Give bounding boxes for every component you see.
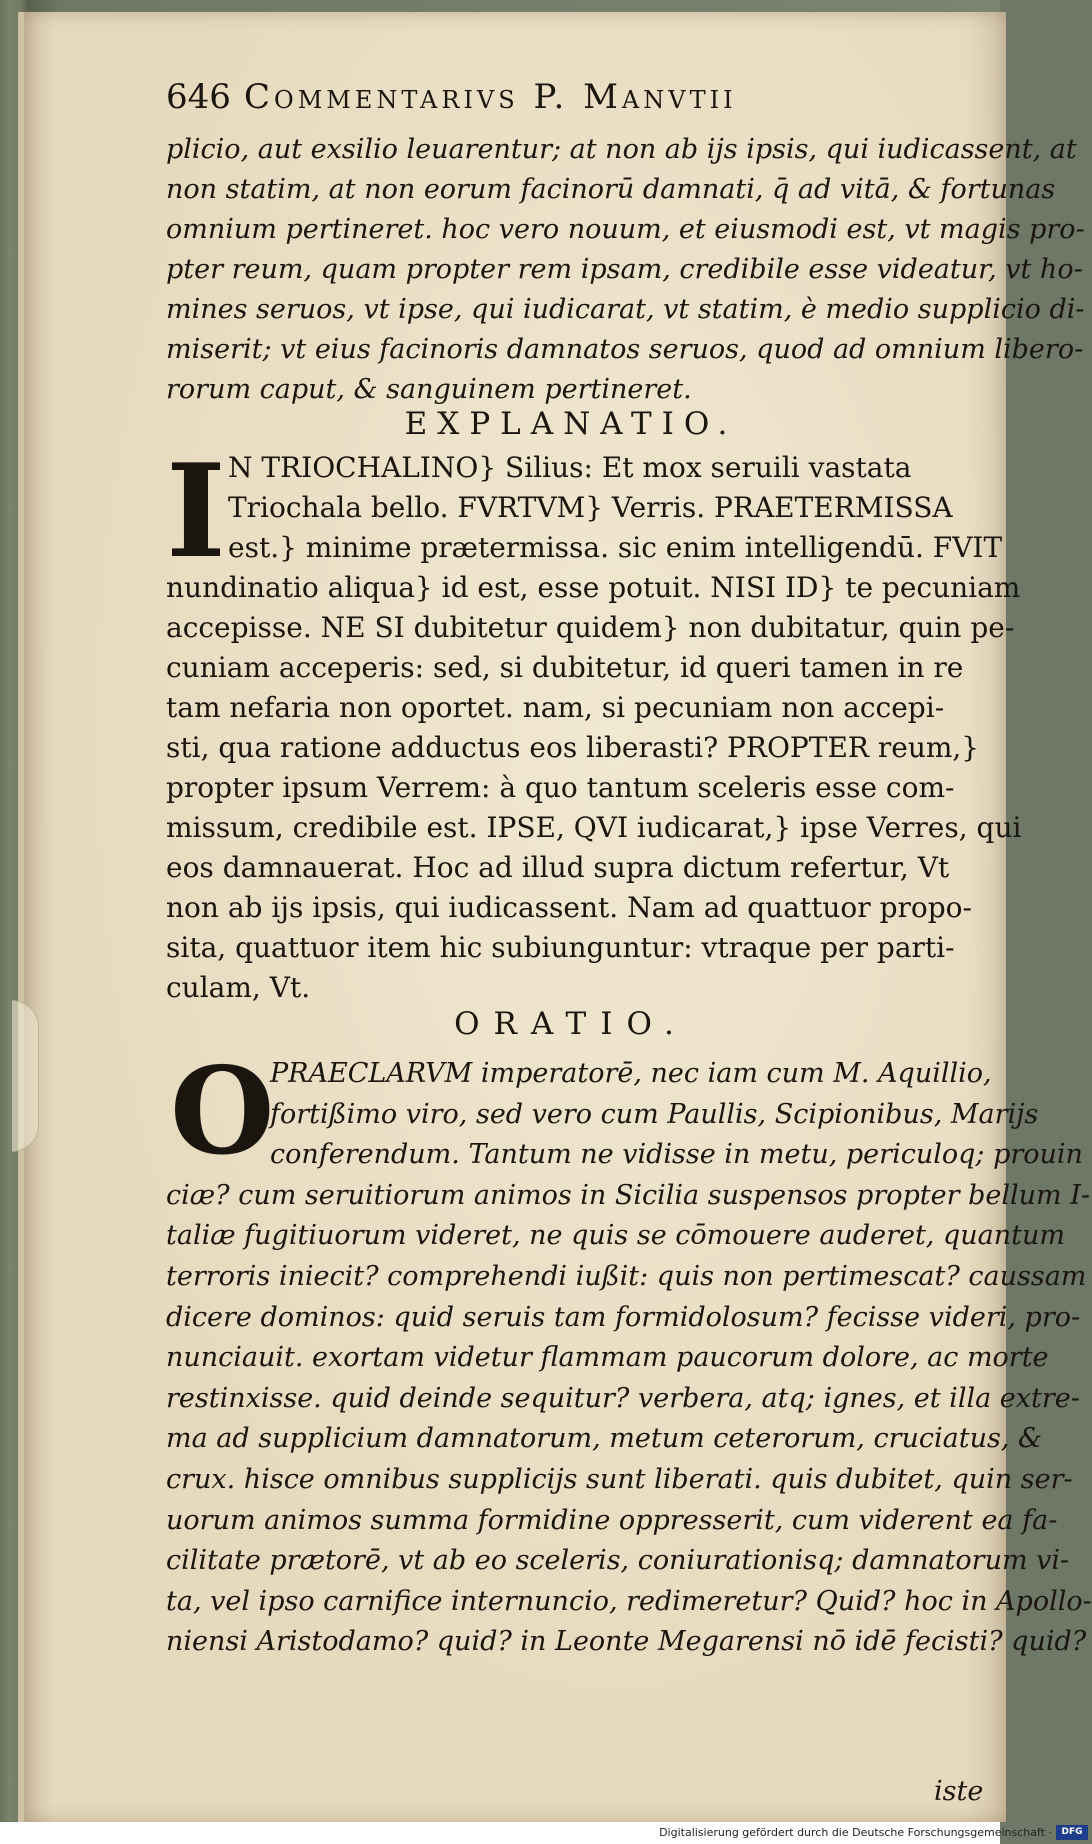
text-line: restinxisse. quid deinde sequitur? verbera, atq; ignes, et illa extre- bbox=[166, 1382, 1080, 1414]
text-line: ta, vel ipso carnifice internuncio, redimeretur? Quid? hoc in Apollo- bbox=[166, 1585, 1092, 1617]
page-header bbox=[166, 72, 976, 122]
text-line: dicere dominos: quid seruis tam formidolosum? fecisse videri, pro- bbox=[166, 1301, 1081, 1333]
text-line: tam nefaria non oportet. nam, si pecuniam non accepi- bbox=[166, 691, 945, 724]
text-line: PRAECLARVM imperatorē, nec iam cum M. Aquillio, bbox=[270, 1058, 992, 1089]
text-line: uorum animos summa formidine oppresserit, cum viderent ea fa- bbox=[166, 1504, 1058, 1536]
oratio-text bbox=[166, 1041, 1092, 1663]
text-line: nunciauit. exortam videtur flammam paucorum dolore, ac morte bbox=[166, 1342, 1049, 1374]
text-line: non ab ijs ipsis, qui iudicassent. Nam ad quattuor propo- bbox=[166, 891, 972, 924]
running-head: Commentarivs P. Manvtii bbox=[244, 77, 737, 117]
text-line: sti, qua ratione adductus eos liberasti? PROPTER reum,} bbox=[166, 731, 980, 764]
text-line: mines seruos, vt ipse, qui iudicarat, vt statim, è medio supplicio di- bbox=[166, 294, 1085, 325]
text-line: N TRIOCHALINO} Silius: Et mox seruili vastata bbox=[228, 451, 912, 484]
text-line: accepisse. NE SI dubitetur quidem} non dubitatur, quin pe- bbox=[166, 611, 1015, 644]
text-line: crux. hisce omnibus supplicijs sunt liberati. quis dubitet, quin ser- bbox=[166, 1463, 1073, 1495]
text-line: missum, credibile est. IPSE, QVI iudicarat,} ipse Verres, qui bbox=[166, 811, 1022, 844]
text-line: Triochala bello. FVRTVM} Verris. PRAETERMISSA bbox=[228, 491, 953, 524]
text-line: propter ipsum Verrem: à quo tantum sceleris esse com- bbox=[166, 771, 955, 804]
text-line: miserit; vt eius facinoris damnatos seruos, quod ad omnium libero- bbox=[166, 334, 1084, 365]
text-line: ma ad supplicium damnatorum, metum ceterorum, cruciatus, & bbox=[166, 1423, 1043, 1455]
text-line: ciæ? cum seruitiorum animos in Sicilia suspensos propter bellum I- bbox=[166, 1179, 1090, 1211]
explanatio-text bbox=[166, 437, 1022, 1008]
text-line: non statim, at non eorum facinorū damnati, q̄ ad vitā, & fortunas bbox=[166, 174, 1056, 205]
text-line: taliæ fugitiuorum videret, ne quis se cōmouere auderet, quantum bbox=[166, 1220, 1065, 1252]
section-heading-oratio: ORATIO. bbox=[454, 1006, 688, 1042]
text-line: niensi Aristodamo? quid? in Leonte Megarensi nō idē fecisti? quid? bbox=[166, 1626, 1087, 1658]
text-line: conferendum. Tantum ne vidisse in metu, periculoq; prouin bbox=[270, 1139, 1083, 1171]
text-line: pter reum, quam propter rem ipsam, credibile esse videatur, vt ho- bbox=[166, 254, 1083, 285]
text-line: terroris iniecit? comprehendi iußit: quis non pertimescat? caussam bbox=[166, 1260, 1087, 1292]
text-line: est.} minime prætermissa. sic enim intelligendū. FVIT bbox=[228, 531, 1003, 564]
text-line: omnium pertineret. hoc vero nouum, et eiusmodi est, vt magis pro- bbox=[166, 214, 1085, 245]
text-line: plicio, aut exsilio leuarentur; at non ab ijs ipsis, qui iudicassent, at bbox=[166, 134, 1077, 165]
text-line: eos damnauerat. Hoc ad illud supra dictum refertur, Vt bbox=[166, 851, 950, 884]
text-line: fortißimo viro, sed vero cum Paullis, Scipionibus, Marijs bbox=[270, 1098, 1039, 1130]
commentary-continuation bbox=[166, 130, 1085, 410]
page-edge-tab bbox=[12, 1000, 39, 1152]
drop-cap-initial: O bbox=[170, 1041, 275, 1182]
drop-cap-initial: I bbox=[166, 437, 226, 587]
text-line: nundinatio aliqua} id est, esse potuit. NISI ID} te pecuniam bbox=[166, 571, 1021, 604]
page-number: 646 bbox=[166, 77, 231, 117]
text-line: cilitate prætorē, vt ab eo sceleris, coniurationisq; damnatorum vi- bbox=[166, 1545, 1070, 1577]
text-line: cuniam acceperis: sed, si dubitetur, id queri tamen in re bbox=[166, 651, 964, 684]
text-line: sita, quattuor item hic subiunguntur: vtraque per parti- bbox=[166, 931, 955, 964]
digitization-note: Digitalisierung gefördert durch die Deutsche Forschungsgemeinschaft · bbox=[659, 1826, 1052, 1839]
text-line: culam, Vt. bbox=[166, 971, 311, 1004]
catchword: iste bbox=[934, 1776, 984, 1807]
text-line: rorum caput, & sanguinem pertineret. bbox=[166, 374, 692, 405]
section-heading-explanatio: EXPLANATIO. bbox=[404, 406, 738, 442]
dfg-logo: DFG bbox=[1056, 1825, 1088, 1840]
